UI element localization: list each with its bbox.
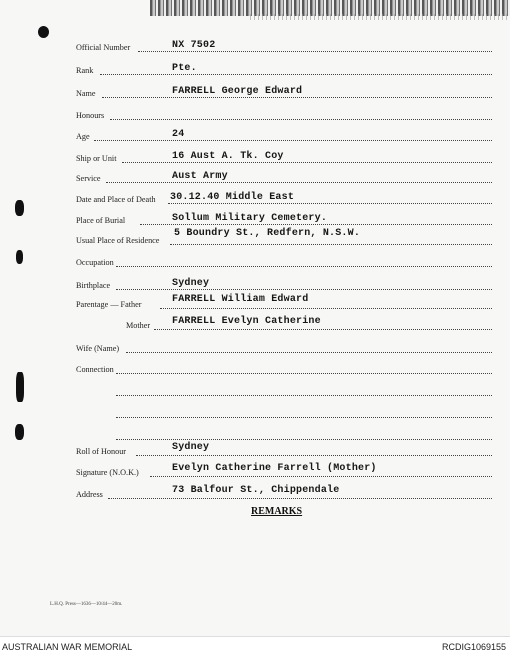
field-place-of-burial [0, 211, 510, 227]
dotted-line [116, 289, 492, 290]
label-connection: Connection [76, 365, 114, 374]
label-wife: Wife (Name) [76, 344, 120, 353]
label-date-place-of-death: Date and Place of Death [76, 195, 156, 204]
connection-extra-line [0, 404, 510, 420]
dotted-line [110, 119, 492, 120]
label-ship-or-unit: Ship or Unit [76, 154, 117, 163]
scan-artifact-streak [250, 14, 510, 20]
field-name [0, 84, 510, 100]
dotted-line [150, 476, 492, 477]
dotted-line [122, 162, 492, 163]
punch-hole-top [38, 26, 49, 38]
field-roll-of-honour [0, 442, 510, 458]
dotted-line [160, 308, 492, 309]
value-usual-residence: 5 Boundry St., Redfern, N.S.W. [174, 228, 361, 239]
dotted-line [116, 417, 492, 418]
field-usual-residence [0, 228, 510, 247]
field-birthplace [0, 276, 510, 292]
label-parentage-father: Parentage — Father [76, 300, 142, 309]
field-age [0, 127, 510, 143]
label-address: Address [76, 490, 103, 499]
dotted-line [108, 498, 492, 499]
label-rank: Rank [76, 66, 94, 75]
dotted-line [140, 224, 492, 225]
value-parentage-mother: FARRELL Evelyn Catherine [172, 316, 321, 327]
dotted-line [116, 395, 492, 396]
dotted-line [168, 203, 492, 204]
field-parentage-mother [0, 316, 510, 332]
label-roll-of-honour: Roll of Honour [76, 447, 127, 456]
field-parentage-father [0, 295, 510, 311]
label-service: Service [76, 174, 101, 183]
field-address [0, 485, 510, 501]
field-rank [0, 61, 510, 77]
label-official-number: Official Number [76, 43, 131, 52]
value-parentage-father: FARRELL William Edward [172, 294, 309, 305]
field-official-number [0, 38, 510, 54]
value-birthplace: Sydney [172, 278, 210, 289]
label-birthplace: Birthplace [76, 281, 111, 290]
archive-footer [0, 636, 510, 655]
dotted-line [126, 352, 492, 353]
dotted-line [116, 439, 492, 440]
dotted-line [154, 329, 492, 330]
dotted-line [94, 140, 492, 141]
field-service [0, 169, 510, 185]
dotted-line [116, 373, 492, 374]
field-wife [0, 339, 510, 355]
field-signature [0, 463, 510, 479]
value-place-of-burial: Sollum Military Cemetery. [172, 213, 328, 224]
label-parentage-mother: Mother [126, 321, 151, 330]
connection-extra-line [0, 382, 510, 398]
value-roll-of-honour: Sydney [172, 442, 210, 453]
label-honours: Honours [76, 111, 105, 120]
label-place-of-burial: Place of Burial [76, 216, 126, 225]
value-official-number: NX 7502 [172, 40, 216, 51]
label-usual-residence: Usual Place of Residence [76, 236, 160, 245]
field-occupation [0, 253, 510, 269]
value-service: Aust Army [172, 171, 228, 182]
dotted-line [170, 244, 492, 245]
dotted-line [136, 455, 492, 456]
value-rank: Pte. [172, 63, 197, 74]
value-ship-or-unit: 16 Aust A. Tk. Coy [172, 151, 284, 162]
field-connection [0, 360, 510, 376]
footer-source: AUSTRALIAN WAR MEMORIAL [2, 642, 133, 652]
remarks-heading: REMARKS [251, 506, 303, 517]
dotted-line [100, 74, 492, 75]
field-ship-or-unit [0, 149, 510, 165]
footer-record-id: RCDIG1069155 [441, 642, 506, 652]
dotted-line [116, 266, 492, 267]
label-occupation: Occupation [76, 258, 114, 267]
label-age: Age [76, 132, 90, 141]
field-honours [0, 106, 510, 122]
dotted-line [138, 51, 492, 52]
label-signature: Signature (N.O.K.) [76, 468, 139, 477]
field-date-place-of-death [0, 190, 510, 206]
value-age: 24 [172, 129, 185, 140]
printer-note: L.H.Q. Press—1636—10/44—20m. [50, 602, 123, 607]
label-name: Name [76, 89, 96, 98]
value-date-place-of-death: 30.12.40 Middle East [170, 192, 295, 203]
value-signature: Evelyn Catherine Farrell (Mother) [172, 463, 377, 474]
dotted-line [102, 97, 492, 98]
connection-extra-line [0, 426, 510, 442]
dotted-line [106, 182, 492, 183]
value-address: 73 Balfour St., Chippendale [172, 485, 340, 496]
value-name: FARRELL George Edward [172, 86, 303, 97]
